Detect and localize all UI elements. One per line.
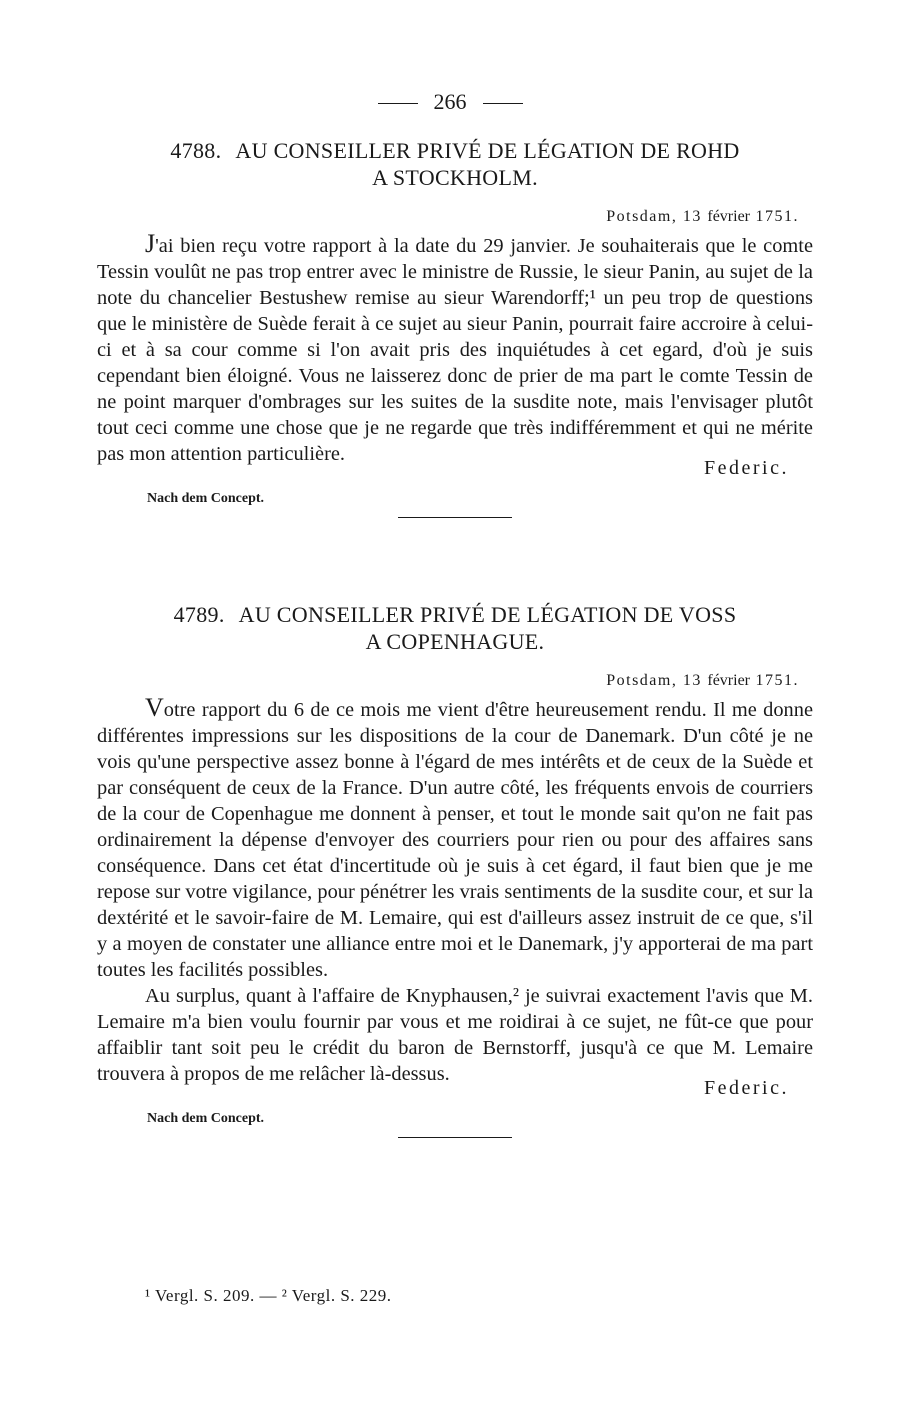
paragraph-text: otre rapport du 6 de ce mois me vient d'être heureusement rendu. Il me donne différentes impressions sur les dispositions de la cour de Danemark. D'un côté je ne vois qu'une perspective assez bonne à l'égard de mes intérêts et de ceux de la Suède et par conséquent de ceux de la France. D'un autre côté, les fréquents envois de courriers de la cour de Copenhague me donnent à penser, et tout le monde sait qu'on ne fait pas ordinairement la dépense d'envoyer des courriers pour rien ou pour des affaires sans conséquence. Dans cet état d'incertitude où je suis à cet égard, il faut bien que je me repose sur votre vigilance, pour pénétrer les vrais sentiments de la susdite cour, et sur la dextérité et le savoir-faire de M. Lemaire, qui est d'ailleurs assez instruit de ce que, s'il y a moyen de constater une alliance entre moi et le Danemark, j'y apporterai de ma part toutes les facilités possibles. [97, 699, 813, 981]
dateline-day: 13 [682, 672, 702, 689]
letter-heading [97, 601, 813, 655]
page-number [0, 88, 900, 116]
dateline [97, 669, 813, 693]
letter-heading-line-1 [97, 601, 813, 628]
dateline-place: Potsdam, [606, 672, 678, 689]
letter-4788 [97, 137, 813, 518]
letter-destination: A STOCKHOLM. [372, 165, 538, 190]
paragraph-text: Au surplus, quant à l'affaire de Knyphausen,² je suivrai exactement l'avis que M. Lemaire m'a bien voulu fournir par vous et me roidirai à ce sujet, ne fût-ce que pour affaiblir tant soit peu le crédit du baron de Bernstorff, jusqu'à ce que M. Lemaire trouvera à propos de me relâcher là-dessus. [97, 985, 813, 1085]
dateline-month: février [707, 672, 750, 689]
dateline-year: 1751. [755, 672, 799, 689]
letter-body [97, 231, 813, 467]
signature-row [97, 457, 813, 493]
paragraph [97, 983, 813, 1087]
paragraph [97, 695, 813, 983]
section-divider [398, 517, 512, 518]
paragraph-initial: J [145, 229, 156, 258]
signature: Federic. [704, 457, 789, 479]
letter-addressee: AU CONSEILLER PRIVÉ DE LÉGATION DE VOSS [238, 602, 737, 627]
section-divider [398, 1137, 512, 1138]
paragraph-text: 'ai bien reçu votre rapport à la date du 29 janvier. Je souhaiterais que le comte Tessin voulût ne pas trop entrer avec le ministre de Russie, le sieur Panin, au sujet de la note du chancelier Bestushew remise au sieur Warendorff;¹ un peu trop de questions que le ministère de Suède ferait à ce sujet au sieur Panin, pourrait faire accroire à celui-ci et à sa cour comme si l'on avait pris des inquiétudes à cet egard, d'où je suis cependant bien éloigné. Vous ne laisserez donc de prier de ma part le comte Tessin de ne point marquer d'ombrages sur les suites de la susdite note, mais l'envisager plutôt tout ceci comme une chose que je ne regarde que très indifféremment et qui ne mérite pas mon attention particulière. [97, 235, 813, 465]
dateline-year: 1751. [755, 208, 799, 225]
dateline-place: Potsdam, [606, 208, 678, 225]
page-number-dash-right [483, 103, 523, 104]
letter-number: 4789. [173, 602, 225, 627]
letter-number: 4788. [170, 138, 222, 163]
page-number-value: 266 [433, 89, 467, 114]
letter-addressee: AU CONSEILLER PRIVÉ DE LÉGATION DE ROHD [235, 138, 740, 163]
dateline-month: février [707, 208, 750, 225]
letter-body [97, 695, 813, 1087]
source-note: Nach dem Concept. [147, 491, 265, 506]
page-number-dash-left [378, 103, 418, 104]
paragraph-initial: V [145, 693, 164, 722]
letter-4789 [97, 601, 813, 1138]
dateline-day: 13 [682, 208, 702, 225]
paragraph [97, 231, 813, 467]
letter-destination: A COPENHAGUE. [365, 629, 545, 654]
letter-heading-line-1 [97, 137, 813, 164]
signature: Federic. [704, 1077, 789, 1099]
signature-row [97, 1077, 813, 1113]
letter-heading [97, 137, 813, 191]
source-note: Nach dem Concept. [147, 1111, 265, 1126]
footnotes: ¹ Vergl. S. 209. — ² Vergl. S. 229. [145, 1286, 392, 1305]
dateline [97, 205, 813, 229]
